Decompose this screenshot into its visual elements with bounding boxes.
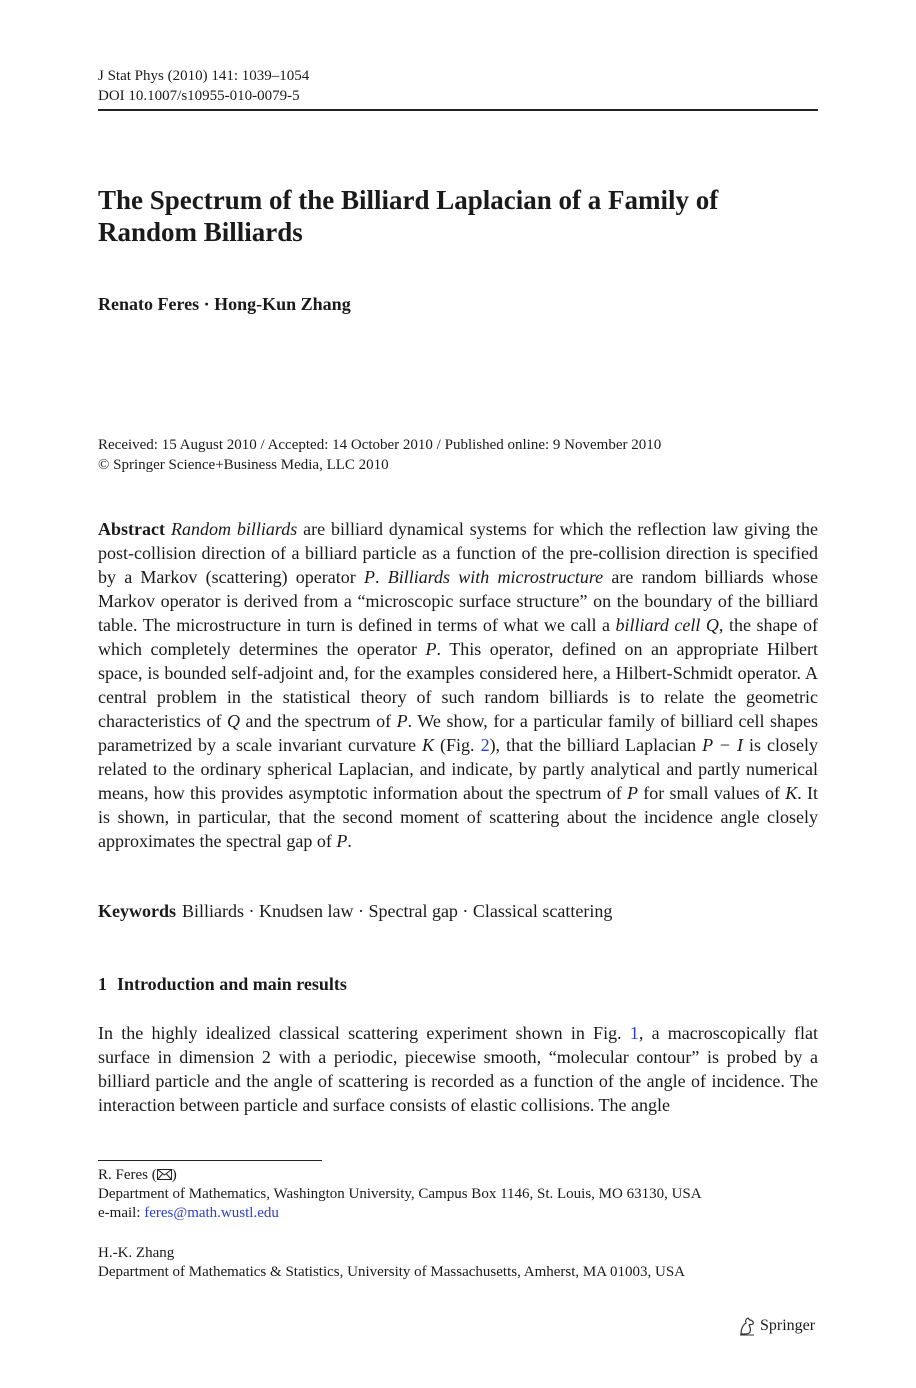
springer-logo xyxy=(738,1316,815,1336)
author1-department: Department of Mathematics, Washington University, Campus Box 1146, St. Louis, MO 63130, USA xyxy=(98,1186,702,1202)
abstract-text: . This operator, defined on an appropriate Hilbert space, is bounded self-adjoint and, for the examples considered here, a Hilbert-Schmidt operator. A central problem in the statistical theory of such random billiards is to relate the geometric characteristics of xyxy=(98,639,818,731)
abstract-text: are random billiards whose Markov operator is derived from a “microscopic surface structure” on the boundary of the billiard table. The microstructure in turn is defined in terms of what we call a xyxy=(98,567,818,635)
paper-title: The Spectrum of the Billiard Laplacian of a Family of Random Billiards xyxy=(98,185,719,247)
abstract-text: and the spectrum of xyxy=(240,711,397,731)
figure-1-link[interactable]: 1 xyxy=(629,1023,639,1043)
abstract-text: . We show, for a particular family of billiard cell shapes parametrized by a scale invariant curvature xyxy=(98,711,818,755)
intro-text: , a macroscopically flat surface in dimension 2 with a periodic, piecewise smooth, “molecular contour” is probed by a billiard particle and the angle of scattering is recorded as a function of the angle of incidence. The interaction between particle and surface consists of elastic collisions. The angle xyxy=(98,1023,818,1115)
math-symbol: P xyxy=(425,639,437,659)
author1-email-line xyxy=(98,1204,818,1223)
intro-paragraph xyxy=(98,1021,818,1117)
copyright-line: © Springer Science+Business Media, LLC 2010 xyxy=(98,457,389,473)
intro-text: In the highly idealized classical scattering experiment shown in Fig. xyxy=(98,1023,630,1043)
abstract-text: are billiard dynamical systems for which the reflection law giving the post-collision direction of a billiard particle as a function of the pre-collision direction is specified by a Markov (scattering) operator xyxy=(98,519,818,587)
abstract-label: Abstract xyxy=(98,519,165,539)
section-number: 1 xyxy=(98,974,107,994)
springer-wordmark: Springer xyxy=(760,1317,816,1334)
journal-citation: J Stat Phys (2010) 141: 1039–1054 xyxy=(98,68,310,84)
abstract-text: for small values of xyxy=(637,783,786,803)
date-history: Received: 15 August 2010 / Accepted: 14 October 2010 / Published online: 9 November 2010 xyxy=(98,437,662,453)
abstract-text: , the shape of which completely determines the operator xyxy=(98,615,818,659)
author-list: Renato Feres · Hong-Kun Zhang xyxy=(98,294,351,314)
math-symbol: P xyxy=(396,711,408,731)
affiliation-feres xyxy=(98,1166,818,1223)
author1-close: ) xyxy=(171,1167,177,1183)
author1-name: R. Feres ( xyxy=(98,1167,157,1183)
keywords-list: Billiards · Knudsen law · Spectral gap · Classical scattering xyxy=(182,901,613,921)
envelope-icon xyxy=(157,1169,172,1180)
abstract-text: . It is shown, in particular, that the second moment of scattering about the incidence angle closely approximates the spectral gap of xyxy=(98,783,819,851)
math-symbol: K xyxy=(785,783,798,803)
email-label: e-mail: xyxy=(98,1205,145,1221)
abstract xyxy=(98,517,818,853)
abstract-text: (Fig. xyxy=(434,735,481,755)
doi-line: DOI 10.1007/s10955-010-0079-5 xyxy=(98,88,300,104)
header-rule xyxy=(98,109,818,111)
author2-department: Department of Mathematics & Statistics, University of Massachusetts, Amherst, MA 01003, USA xyxy=(98,1264,686,1280)
math-symbol: P xyxy=(364,567,375,587)
math-symbol: Q xyxy=(227,711,241,731)
abstract-text: . xyxy=(375,567,388,587)
math-expression: P − I xyxy=(702,735,743,755)
author1-line xyxy=(98,1166,818,1185)
publication-dates xyxy=(98,435,818,475)
section-title: Introduction and main results xyxy=(117,974,347,994)
affiliation-zhang xyxy=(98,1244,818,1282)
abstract-text: . xyxy=(347,831,352,851)
footnote-rule xyxy=(98,1160,322,1161)
figure-2-link[interactable]: 2 xyxy=(480,735,490,755)
term-billiards-with-microstructure: Billiards with microstructure xyxy=(387,567,604,587)
math-symbol: P xyxy=(626,783,638,803)
abstract-text: is closely related to the ordinary spherical Laplacian, and indicate, by partly analytical and partly numerical means, how this provides asymptotic information about the spectrum of xyxy=(98,735,819,803)
springer-horse-icon xyxy=(738,1316,756,1336)
keywords xyxy=(98,901,818,922)
abstract-text: ), that the billiard Laplacian xyxy=(489,735,703,755)
email-link[interactable]: feres@math.wustl.edu xyxy=(144,1205,279,1221)
math-symbol: P xyxy=(336,831,348,851)
math-symbol: K xyxy=(421,735,434,755)
journal-header xyxy=(98,66,309,106)
author2-name: H.-K. Zhang xyxy=(98,1245,175,1261)
term-billiard-cell: billiard cell Q xyxy=(615,615,719,635)
keywords-label: Keywords xyxy=(98,901,176,921)
term-random-billiards: Random billiards xyxy=(170,519,298,539)
section-heading xyxy=(98,974,347,995)
